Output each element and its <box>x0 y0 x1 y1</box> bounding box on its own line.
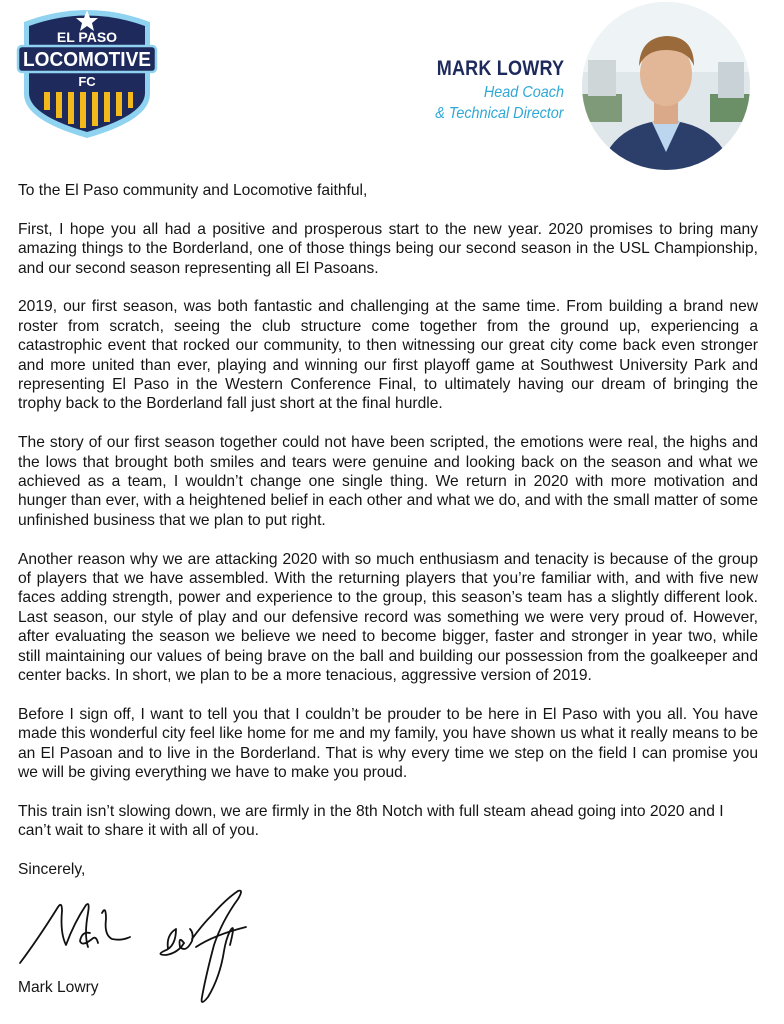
letter-paragraph: First, I hope you all had a positive and prosperous start to the new year. 2020 promises to bring many amazing things to the Borderland, one of those things being our second season in the USL Championship, and our second season representing all El Pasoans. <box>18 220 758 277</box>
coach-role-line2: & Technical Director <box>435 105 564 122</box>
logo-sub-text: FC <box>78 74 96 89</box>
letter-salutation: To the El Paso community and Locomotive faithful, <box>18 182 368 199</box>
coach-role-line1: Head Coach <box>483 84 564 101</box>
letter-paragraph: This train isn’t slowing down, we are firmly in the 8th Notch with full steam ahead going into 2020 and I can’t wait to share it with all of you. <box>18 802 724 840</box>
club-logo <box>14 2 160 142</box>
letter-paragraph: The story of our first season together could not have been scripted, the emotions were real, the highs and the lows that brought both smiles and tears were genuine and looking back on the season and what we achieved as a team, I wouldn’t change one single thing. We return in 2020 with more motivation and hunger than ever, with a heightened belief in each other and what we do, and with the small matter of some unfinished business that we plan to put right. <box>18 434 758 529</box>
coach-name: MARK LOWRY <box>436 57 564 80</box>
signer-name: Mark Lowry <box>18 979 99 996</box>
letter-body <box>18 181 758 899</box>
letter-paragraph: Before I sign off, I want to tell you that I couldn’t be prouder to be here in El Paso with you all. You have made this wonderful city feel like home for me and my family, you have shown us what it really means to be an El Pasoan and to live in the Borderland. That is why every time we step on the field I can promise you we will be giving everything we have to make you proud. <box>18 705 758 782</box>
coach-portrait <box>582 2 750 170</box>
logo-top-text: EL PASO <box>56 29 118 45</box>
letter-paragraph: 2019, our first season, was both fantastic and challenging at the same time. From building a brand new roster from scratch, seeing the club structure come together from the ground up, experiencing a catastrophic event that rocked our community, to then witnessing our great city come back even stronger and more united than ever, playing and winning our first playoff game at Southwest University Park and representing El Paso in the Western Conference Final, to ultimately having our dream of bringing the trophy back to the Borderland fall just short at the final hurdle. <box>18 298 758 413</box>
logo-main-text: LOCOMOTIVE <box>23 49 151 71</box>
letter-closing: Sincerely, <box>18 861 86 879</box>
letter-paragraph: Another reason why we are attacking 2020 with so much enthusiasm and tenacity is because of the group of players that we have assembled. With the returning players that you’re familiar with, and with five new faces adding strength, power and experience to the group, this season’s team has a slightly different look. Last season, our style of play and our defensive record was something we were very proud of. However, after evaluating the season we believe we need to become bigger, faster and stronger in year two, while still maintaining our values of being brave on the ball and building our possession from the goalkeeper and center backs. In short, we plan to be a more tenacious, aggressive version of 2019. <box>18 550 758 685</box>
